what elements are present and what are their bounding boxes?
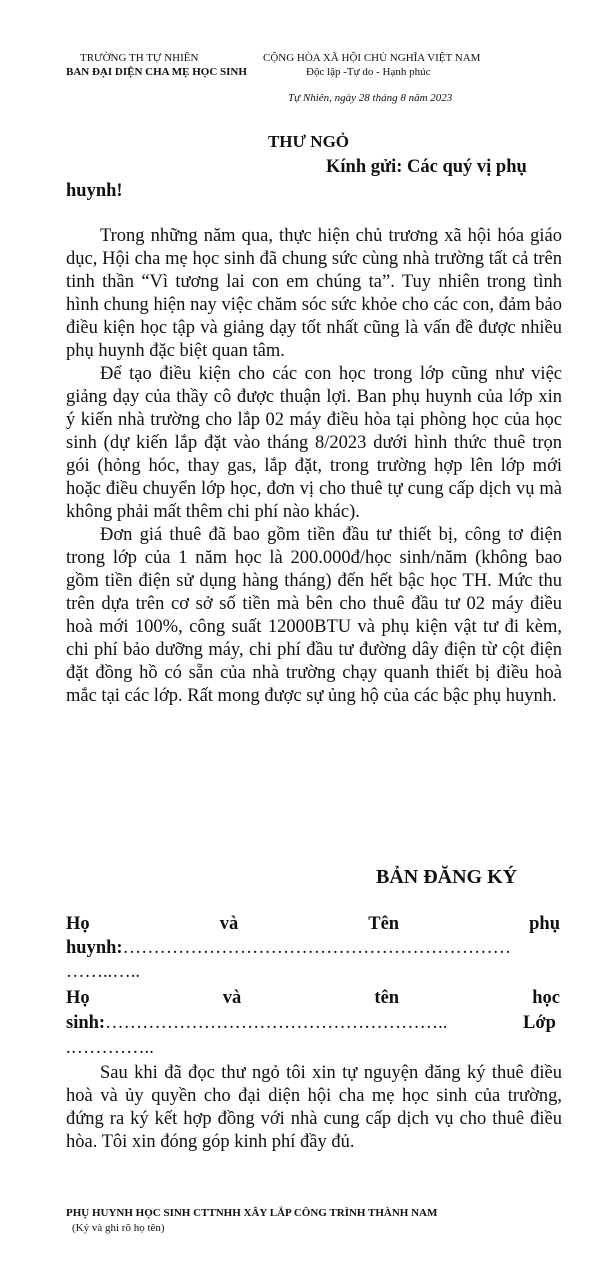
student-label: sinh: [66,1013,106,1033]
registration-title: BẢN ĐĂNG KÝ [376,866,518,888]
letter-body [66,225,562,708]
national-motto: Độc lập -Tự do - Hạnh phúc [306,66,431,78]
word: và [222,988,242,1008]
word: và [219,914,239,934]
word: Họ [66,988,90,1008]
signatories: PHỤ HUYNH HỌC SINH CTTNHH XÂY LẮP CÔNG TRÌNH THÀNH NAM [66,1207,438,1219]
letter-paragraph: Để tạo điều kiện cho các con học trong lớp cũng như việc giảng dạy của thầy cô được thuận lợi. Ban phụ huynh của lớp xin ý kiến nhà trường cho lắp 02 máy điều hòa tại phòng học của học sinh (dự kiến lắp đặt vào tháng 8/2023 dưới hình thức thuê trọn gói (hỏng hóc, thay gas, lắp đặt, trong trường hợp lên lớp mới hoặc điều chuyển lớp học, đơn vị cho thuê tự cung cấp dịch vụ mà không phải mất thêm chi phí nào khác). [66,364,562,522]
parent-name-row [66,914,560,935]
board-name: BAN ĐẠI DIỆN CHA MẸ HỌC SINH [66,66,247,78]
letter-title: THƯ NGỎ [267,132,350,151]
word: Họ [66,914,90,934]
national-title: CỘNG HÒA XÃ HỘI CHỦ NGHĨA VIỆT NAM [263,52,481,64]
word: phụ [529,914,560,934]
word: tên [374,988,400,1008]
letter-title-wrap [0,132,609,152]
salutation-line-2: huynh! [66,181,123,201]
word: học [532,988,560,1008]
student-dots: ……………………………………………….. [105,1013,448,1033]
parent-name-field[interactable] [66,938,511,959]
student-name-field[interactable] [66,1013,447,1034]
word: Tên [368,914,400,934]
letter-paragraph: Trong những năm qua, thực hiện chủ trương xã hội hóa giáo dục, Hội cha mẹ học sinh đã chung sức cùng nhà trường tất cả trên tinh thần “Vì tương lai con em chúng ta”. Tuy nhiên trong tình hình chung hiện nay việc chăm sóc sức khỏe cho các con, đảm bảo điều kiện học tập và giảng dạy tốt nhất cũng là vấn đề được nhiều phụ huynh đặc biệt quan tâm. [66,226,562,361]
agreement-paragraph: Sau khi đã đọc thư ngỏ tôi xin tự nguyện đăng ký thuê điều hoà và ủy quyền cho đại diện hội cha mẹ học sinh của trường, đứng ra ký kết hợp đồng với nhà cung cấp dịch vụ cho thuê điều hòa. Tôi xin đóng góp kinh phí đầy đủ. [66,1063,562,1152]
date-line: Tự Nhiên, ngày 28 tháng 8 năm 2023 [288,92,453,104]
parent-label: huynh: [66,938,123,958]
school-name: TRƯỜNG TH TỰ NHIÊN [80,52,199,64]
sign-note: (Ký và ghi rõ họ tên) [72,1222,165,1234]
parent-dots: ……………………………………………………… [122,938,512,958]
class-field[interactable]: .………….. [66,1038,154,1058]
student-name-row [66,988,560,1009]
agreement-text [66,1062,562,1154]
parent-name-field-continued[interactable]: ……..….. [66,962,140,982]
letter-paragraph: Đơn giá thuê đã bao gồm tiền đầu tư thiết bị, công tơ điện trong lớp của 1 năm học là 200.000đ/học sinh/năm (không bao gồm tiền điện sử dụng hàng tháng) đến hết bậc học TH. Mức thu trên dựa trên cơ sở số tiền mà bên cho thuê đầu tư 02 máy điều hoà mới 100%, công suất 12000BTU và phụ kiện vật tư đi kèm, chi phí bảo dưỡng máy, chi phí đầu tư đường dây điện từ cột điện đặt đồng hồ có sẵn của nhà trường chạy quanh thiết bị điều hoà mắc tại các lớp. Rất mong được sự ủng hộ của các bậc phụ huynh. [66,525,562,706]
class-label: Lớp [523,1013,556,1033]
salutation-line-1: Kính gửi: Các quý vị phụ [326,157,527,177]
